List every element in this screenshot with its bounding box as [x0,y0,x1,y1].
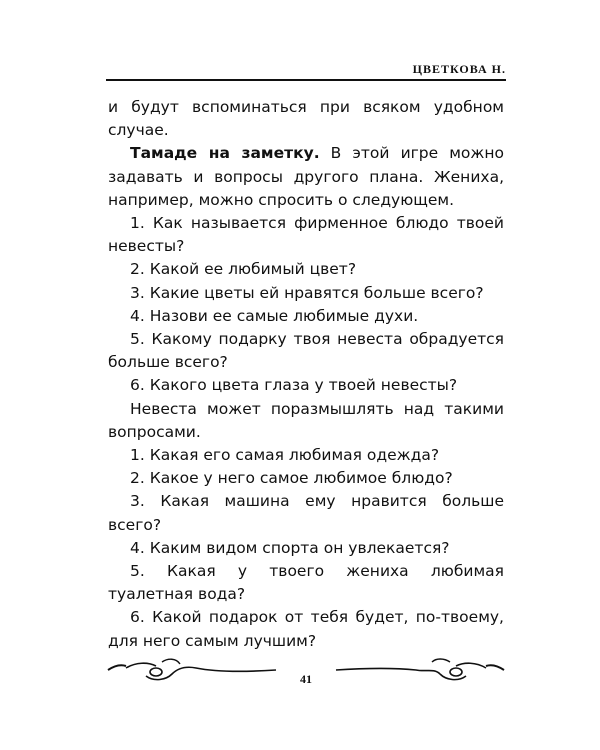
groom-question-2: 2. Какой ее любимый цвет? [130,260,357,279]
note-heading: Тамаде на заметку. [130,144,320,163]
paragraph-bride-intro: Невеста может поразмышлять над такими вопросами. [108,399,504,441]
groom-question-4: 4. Назови ее самые любимые духи. [130,306,419,325]
bride-question-1: 1. Какая его самая любимая одежда? [130,446,440,465]
groom-question-5: 5. Какому подарку твоя невеста обрадуется больше всего? [108,330,504,372]
groom-question-6: 6. Какого цвета глаза у твоей невесты? [130,376,458,395]
bride-question-4: 4. Каким видом спорта он увлекается? [130,538,450,557]
note-text: В этой игре можно задавать и вопросы другого плана. Жениха, например, можно спросить о следующем. [108,144,504,209]
bride-question-2: 2. Какое у него самое любимое блюдо? [130,469,453,488]
page-footer [106,648,506,688]
page-number: 41 [300,672,312,686]
running-head-author: ЦВЕТКОВА Н. [412,62,506,76]
paragraph-tamada-note [108,142,504,212]
groom-question-3: 3. Какие цветы ей нравятся больше всего? [130,283,484,302]
body-text [108,96,504,653]
groom-question-1: 1. Как называется фирменное блюдо твоей невесты? [108,214,504,256]
header-rule [106,79,506,81]
bride-question-5: 5. Какая у твоего жениха любимая туалетная вода? [108,562,504,604]
bride-question-6: 6. Какой подарок от тебя будет, по-твоему, для него самым лучшим? [108,608,504,650]
bride-question-3: 3. Какая машина ему нравится больше всего? [108,492,504,534]
paragraph-continuation: и будут вспоминаться при всяком удобном случае. [108,98,504,140]
